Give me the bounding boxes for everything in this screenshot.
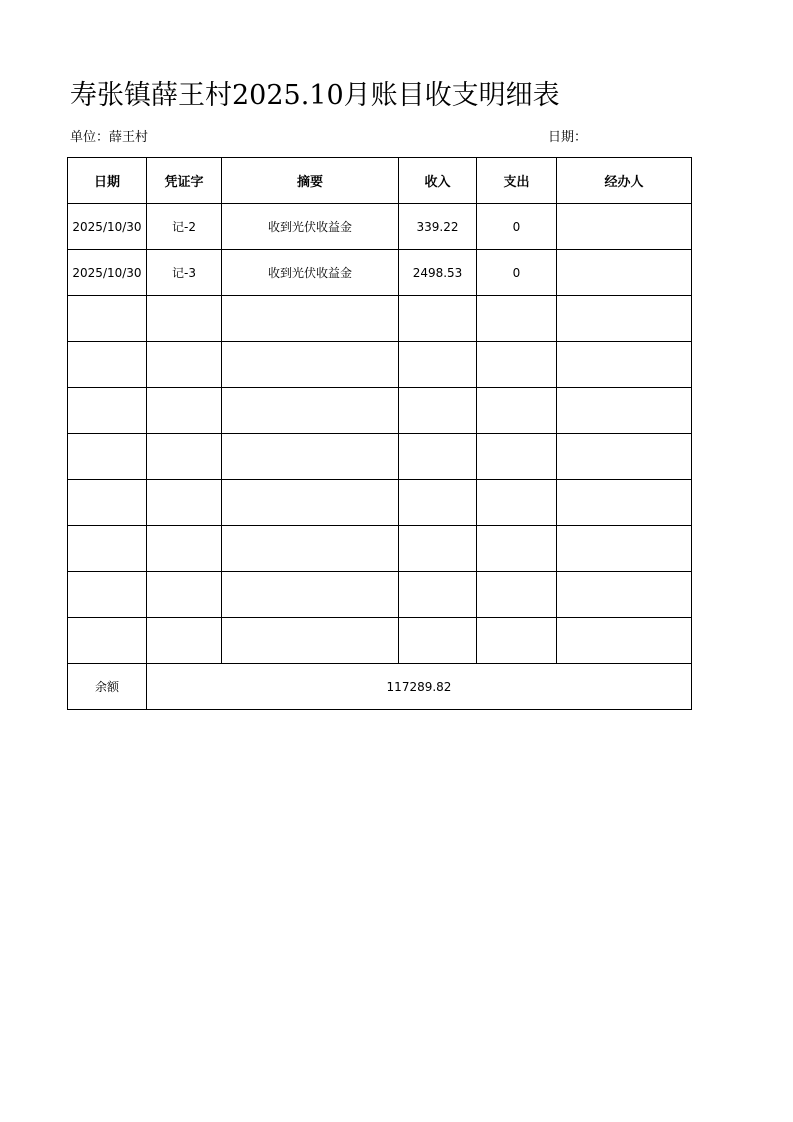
balance-label: 余额: [68, 664, 147, 710]
cell-income: [399, 342, 477, 388]
document-title: 寿张镇薛王村2025.10月账目收支明细表: [70, 80, 560, 111]
cell-income: [399, 434, 477, 480]
cell-handler: [557, 250, 692, 296]
cell-summary: 收到光伏收益金: [222, 204, 399, 250]
cell-summary: [222, 526, 399, 572]
cell-summary: [222, 296, 399, 342]
cell-expense: 0: [477, 204, 557, 250]
cell-income: [399, 388, 477, 434]
cell-income: [399, 526, 477, 572]
cell-expense: 0: [477, 250, 557, 296]
cell-expense: [477, 296, 557, 342]
table-row: [68, 480, 692, 526]
cell-handler: [557, 618, 692, 664]
cell-handler: [557, 434, 692, 480]
cell-handler: [557, 526, 692, 572]
table-row: [68, 388, 692, 434]
cell-income: [399, 618, 477, 664]
cell-handler: [557, 204, 692, 250]
cell-voucher: [147, 296, 222, 342]
header-voucher: 凭证字: [147, 158, 222, 204]
cell-expense: [477, 572, 557, 618]
cell-income: 2498.53: [399, 250, 477, 296]
cell-date: [68, 526, 147, 572]
cell-date: [68, 618, 147, 664]
header-date: 日期: [68, 158, 147, 204]
ledger-table: [67, 157, 692, 710]
cell-handler: [557, 342, 692, 388]
ledger-body: [68, 204, 692, 664]
cell-voucher: [147, 572, 222, 618]
cell-expense: [477, 526, 557, 572]
table-row: [68, 250, 692, 296]
cell-income: 339.22: [399, 204, 477, 250]
cell-date: 2025/10/30: [68, 204, 147, 250]
cell-handler: [557, 572, 692, 618]
cell-date: [68, 342, 147, 388]
cell-voucher: 记-3: [147, 250, 222, 296]
balance-value: 117289.82: [147, 664, 692, 710]
cell-income: [399, 296, 477, 342]
balance-row: [68, 664, 692, 710]
cell-voucher: 记-2: [147, 204, 222, 250]
unit-label: 单位：薛王村: [70, 130, 149, 145]
cell-expense: [477, 434, 557, 480]
cell-date: [68, 296, 147, 342]
table-row: [68, 342, 692, 388]
cell-expense: [477, 388, 557, 434]
cell-date: 2025/10/30: [68, 250, 147, 296]
cell-summary: [222, 480, 399, 526]
cell-date: [68, 572, 147, 618]
cell-summary: [222, 388, 399, 434]
cell-date: [68, 388, 147, 434]
header-handler: 经办人: [557, 158, 692, 204]
cell-voucher: [147, 434, 222, 480]
cell-voucher: [147, 388, 222, 434]
cell-summary: [222, 434, 399, 480]
cell-income: [399, 572, 477, 618]
header-row: [68, 158, 692, 204]
header-income: 收入: [399, 158, 477, 204]
table-row: [68, 572, 692, 618]
cell-voucher: [147, 342, 222, 388]
cell-summary: [222, 342, 399, 388]
cell-summary: [222, 572, 399, 618]
header-summary: 摘要: [222, 158, 399, 204]
cell-expense: [477, 342, 557, 388]
cell-handler: [557, 296, 692, 342]
cell-date: [68, 434, 147, 480]
table-row: [68, 618, 692, 664]
cell-handler: [557, 388, 692, 434]
date-label: 日期：: [548, 130, 588, 145]
table-row: [68, 204, 692, 250]
cell-income: [399, 480, 477, 526]
cell-summary: [222, 618, 399, 664]
table-row: [68, 526, 692, 572]
table-row: [68, 434, 692, 480]
cell-summary: 收到光伏收益金: [222, 250, 399, 296]
cell-voucher: [147, 480, 222, 526]
header-expense: 支出: [477, 158, 557, 204]
cell-voucher: [147, 618, 222, 664]
cell-voucher: [147, 526, 222, 572]
cell-date: [68, 480, 147, 526]
table-row: [68, 296, 692, 342]
cell-handler: [557, 480, 692, 526]
cell-expense: [477, 618, 557, 664]
cell-expense: [477, 480, 557, 526]
